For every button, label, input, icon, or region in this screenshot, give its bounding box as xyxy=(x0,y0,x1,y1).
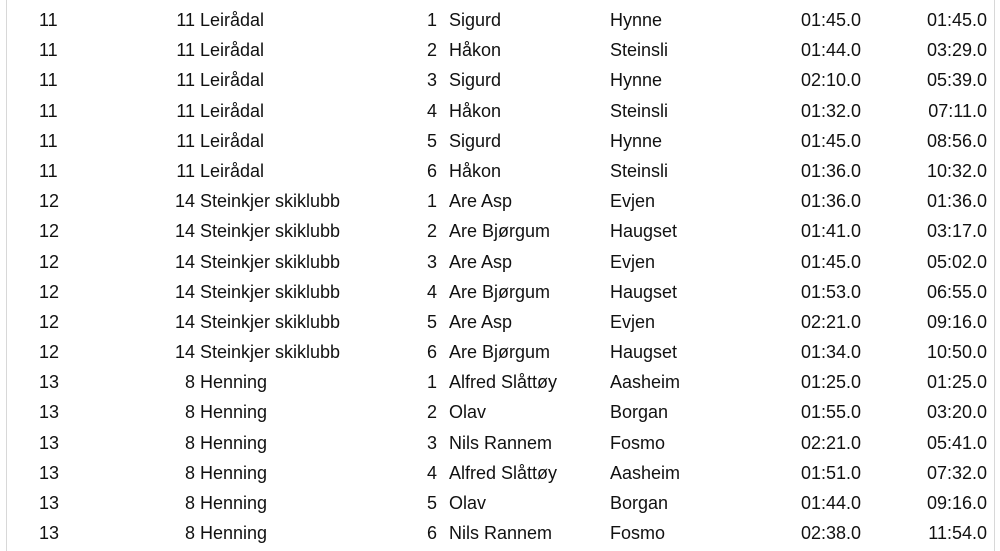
team-name-cell: Henning xyxy=(200,462,268,483)
table-row xyxy=(7,96,994,126)
table-row xyxy=(7,428,994,458)
leg-time-cell: 01:55.0 xyxy=(800,402,861,423)
team-name-cell: Leirådal xyxy=(200,130,265,151)
total-time-cell: 01:25.0 xyxy=(926,372,987,393)
total-time-cell: 10:50.0 xyxy=(926,342,987,363)
team-position-cell: 13 xyxy=(39,402,60,423)
team-position-cell: 11 xyxy=(39,10,58,30)
total-time-cell: 07:11.0 xyxy=(928,100,987,121)
last-name-cell: Aasheim xyxy=(610,372,681,393)
last-name-cell: Borgan xyxy=(610,493,669,513)
total-time-cell: 05:02.0 xyxy=(926,251,987,272)
first-name-cell: Nils Rannem xyxy=(449,523,553,544)
total-time-cell: 03:17.0 xyxy=(926,221,987,242)
table-row xyxy=(7,186,994,216)
leg-number-cell: 6 xyxy=(426,160,437,181)
last-name-cell: Haugset xyxy=(610,281,678,302)
leg-time-cell: 01:32.0 xyxy=(800,100,861,121)
leg-number-cell: 3 xyxy=(426,432,437,453)
table-row xyxy=(7,458,994,488)
leg-time-cell: 01:44.0 xyxy=(800,40,861,61)
bib-number-cell: 8 xyxy=(184,372,195,393)
total-time-cell: 07:32.0 xyxy=(926,462,987,483)
table-row xyxy=(7,35,994,65)
team-name-cell: Leirådal xyxy=(200,100,265,121)
table-row xyxy=(7,65,994,95)
last-name-cell: Evjen xyxy=(610,191,656,212)
last-name-cell: Steinsli xyxy=(610,100,669,121)
leg-time-cell: 01:45.0 xyxy=(800,130,861,151)
team-name-cell: Steinkjer skiklubb xyxy=(200,191,341,212)
team-name-cell: Leirådal xyxy=(200,160,265,181)
bib-number-cell: 14 xyxy=(174,342,195,363)
table-row xyxy=(7,397,994,427)
table-row xyxy=(7,156,994,186)
last-name-cell: Borgan xyxy=(610,402,669,423)
last-name-cell: Evjen xyxy=(610,311,656,332)
team-name-cell: Henning xyxy=(200,402,268,423)
leg-time-cell: 02:21.0 xyxy=(800,311,861,332)
leg-time-cell: 01:41.0 xyxy=(800,221,861,242)
team-name-cell: Steinkjer skiklubb xyxy=(200,281,341,302)
first-name-cell: Are Asp xyxy=(449,191,513,212)
bib-number-cell: 14 xyxy=(174,311,195,332)
bib-number-cell: 8 xyxy=(184,523,195,544)
leg-number-cell: 1 xyxy=(426,10,437,30)
leg-number-cell: 5 xyxy=(426,130,437,151)
table-row xyxy=(7,488,994,518)
first-name-cell: Sigurd xyxy=(449,130,502,151)
first-name-cell: Sigurd xyxy=(449,70,502,91)
bib-number-cell: 11 xyxy=(176,130,195,151)
total-time-cell: 06:55.0 xyxy=(926,281,987,302)
team-position-cell: 12 xyxy=(39,281,60,302)
team-position-cell: 11 xyxy=(39,70,58,91)
bib-number-cell: 14 xyxy=(174,191,195,212)
leg-number-cell: 4 xyxy=(426,281,437,302)
last-name-cell: Hynne xyxy=(610,70,663,91)
results-table-frame xyxy=(6,0,995,551)
first-name-cell: Nils Rannem xyxy=(449,432,553,453)
total-time-cell: 05:39.0 xyxy=(926,70,987,91)
bib-number-cell: 14 xyxy=(174,281,195,302)
team-position-cell: 13 xyxy=(39,372,60,393)
leg-number-cell: 5 xyxy=(426,493,437,513)
leg-time-cell: 01:34.0 xyxy=(800,342,861,363)
first-name-cell: Are Bjørgum xyxy=(449,342,551,363)
last-name-cell: Hynne xyxy=(610,130,663,151)
total-time-cell: 11:54.0 xyxy=(928,523,987,544)
first-name-cell: Håkon xyxy=(449,160,502,181)
leg-number-cell: 3 xyxy=(426,70,437,91)
leg-time-cell: 01:36.0 xyxy=(800,160,861,181)
last-name-cell: Steinsli xyxy=(610,160,669,181)
last-name-cell: Steinsli xyxy=(610,40,669,61)
leg-number-cell: 3 xyxy=(426,251,437,272)
table-row xyxy=(7,277,994,307)
leg-number-cell: 1 xyxy=(426,372,437,393)
leg-time-cell: 01:45.0 xyxy=(800,251,861,272)
bib-number-cell: 11 xyxy=(176,40,195,61)
results-table xyxy=(7,5,994,548)
team-name-cell: Henning xyxy=(200,372,268,393)
team-position-cell: 12 xyxy=(39,311,60,332)
table-row xyxy=(7,247,994,277)
bib-number-cell: 8 xyxy=(184,493,195,513)
leg-time-cell: 01:25.0 xyxy=(800,372,861,393)
table-row xyxy=(7,216,994,246)
table-row xyxy=(7,337,994,367)
team-name-cell: Leirådal xyxy=(200,10,265,30)
team-position-cell: 11 xyxy=(39,130,58,151)
last-name-cell: Aasheim xyxy=(610,462,681,483)
team-position-cell: 12 xyxy=(39,251,60,272)
table-row xyxy=(7,5,994,35)
leg-time-cell: 02:38.0 xyxy=(800,523,861,544)
last-name-cell: Hynne xyxy=(610,10,663,30)
first-name-cell: Alfred Slåttøy xyxy=(449,372,558,393)
team-name-cell: Steinkjer skiklubb xyxy=(200,342,341,363)
bib-number-cell: 11 xyxy=(176,10,195,30)
total-time-cell: 03:29.0 xyxy=(926,40,987,61)
table-row xyxy=(7,307,994,337)
leg-time-cell: 02:10.0 xyxy=(800,70,861,91)
total-time-cell: 01:36.0 xyxy=(926,191,987,212)
bib-number-cell: 8 xyxy=(184,462,195,483)
team-position-cell: 12 xyxy=(39,342,60,363)
team-name-cell: Steinkjer skiklubb xyxy=(200,311,341,332)
leg-number-cell: 2 xyxy=(426,40,437,61)
total-time-cell: 01:45.0 xyxy=(926,10,987,30)
team-position-cell: 13 xyxy=(39,493,60,513)
first-name-cell: Are Asp xyxy=(449,311,513,332)
leg-time-cell: 02:21.0 xyxy=(800,432,861,453)
leg-time-cell: 01:45.0 xyxy=(800,10,861,30)
team-position-cell: 13 xyxy=(39,523,60,544)
total-time-cell: 08:56.0 xyxy=(926,130,987,151)
bib-number-cell: 14 xyxy=(174,251,195,272)
leg-number-cell: 6 xyxy=(426,342,437,363)
first-name-cell: Sigurd xyxy=(449,10,502,30)
bib-number-cell: 8 xyxy=(184,432,195,453)
team-position-cell: 11 xyxy=(39,40,58,61)
last-name-cell: Haugset xyxy=(610,221,678,242)
team-position-cell: 13 xyxy=(39,432,60,453)
total-time-cell: 05:41.0 xyxy=(926,432,987,453)
bib-number-cell: 11 xyxy=(176,70,195,91)
team-position-cell: 12 xyxy=(39,191,60,212)
leg-time-cell: 01:36.0 xyxy=(800,191,861,212)
team-position-cell: 12 xyxy=(39,221,60,242)
table-row xyxy=(7,367,994,397)
leg-number-cell: 1 xyxy=(426,191,437,212)
last-name-cell: Fosmo xyxy=(610,523,666,544)
leg-time-cell: 01:53.0 xyxy=(800,281,861,302)
team-name-cell: Steinkjer skiklubb xyxy=(200,221,341,242)
team-name-cell: Leirådal xyxy=(200,70,265,91)
leg-number-cell: 4 xyxy=(426,462,437,483)
bib-number-cell: 14 xyxy=(174,221,195,242)
team-name-cell: Henning xyxy=(200,432,268,453)
table-row xyxy=(7,518,994,548)
leg-number-cell: 4 xyxy=(426,100,437,121)
team-position-cell: 11 xyxy=(39,160,58,181)
team-name-cell: Steinkjer skiklubb xyxy=(200,251,341,272)
leg-number-cell: 5 xyxy=(426,311,437,332)
team-name-cell: Leirådal xyxy=(200,40,265,61)
bib-number-cell: 8 xyxy=(184,402,195,423)
first-name-cell: Håkon xyxy=(449,40,502,61)
total-time-cell: 09:16.0 xyxy=(926,493,987,513)
leg-number-cell: 2 xyxy=(426,221,437,242)
first-name-cell: Olav xyxy=(449,402,487,423)
first-name-cell: Alfred Slåttøy xyxy=(449,462,558,483)
first-name-cell: Are Asp xyxy=(449,251,513,272)
total-time-cell: 09:16.0 xyxy=(926,311,987,332)
team-name-cell: Henning xyxy=(200,493,268,513)
team-name-cell: Henning xyxy=(200,523,268,544)
last-name-cell: Haugset xyxy=(610,342,678,363)
first-name-cell: Olav xyxy=(449,493,487,513)
last-name-cell: Evjen xyxy=(610,251,656,272)
leg-time-cell: 01:44.0 xyxy=(800,493,861,513)
leg-number-cell: 2 xyxy=(426,402,437,423)
leg-number-cell: 6 xyxy=(426,523,437,544)
first-name-cell: Are Bjørgum xyxy=(449,221,551,242)
bib-number-cell: 11 xyxy=(176,100,195,121)
team-position-cell: 11 xyxy=(39,100,58,121)
total-time-cell: 10:32.0 xyxy=(926,160,987,181)
leg-time-cell: 01:51.0 xyxy=(800,462,861,483)
last-name-cell: Fosmo xyxy=(610,432,666,453)
total-time-cell: 03:20.0 xyxy=(926,402,987,423)
bib-number-cell: 11 xyxy=(176,160,195,181)
team-position-cell: 13 xyxy=(39,462,60,483)
first-name-cell: Are Bjørgum xyxy=(449,281,551,302)
table-row xyxy=(7,126,994,156)
first-name-cell: Håkon xyxy=(449,100,502,121)
